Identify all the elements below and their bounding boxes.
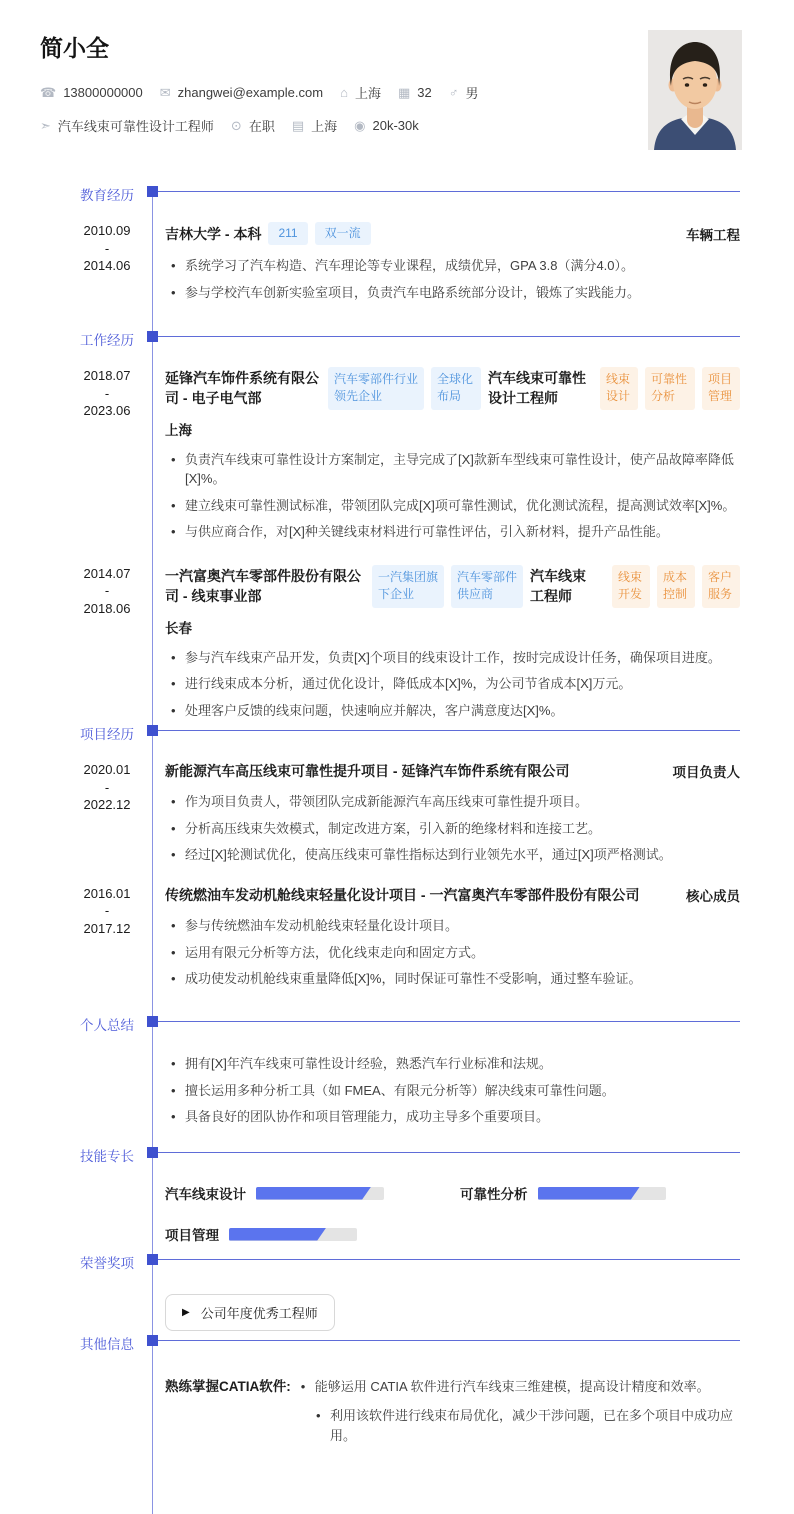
section-header-work <box>0 330 740 348</box>
gender-value: 男 <box>465 86 479 101</box>
section-title: 项目经历 <box>80 727 134 742</box>
gender-item <box>449 83 479 102</box>
summary-entry <box>0 1052 740 1134</box>
job-status-icon: ⊙ <box>230 118 242 133</box>
section-education <box>0 185 740 330</box>
section-divider <box>158 1152 740 1153</box>
project-entry <box>0 761 740 872</box>
email-item <box>160 85 323 100</box>
contact-row-2 <box>40 116 740 135</box>
timeline-marker <box>147 1147 158 1158</box>
bullet-item: • 成功使发动机舱线束重量降低[X]%，同时保证可靠性不受影响，通过整车验证。 <box>171 971 642 987</box>
section-title: 工作经历 <box>80 333 134 348</box>
timeline-marker <box>147 186 158 197</box>
skill-item: 汽车线束设计 <box>165 1183 460 1203</box>
section-divider <box>158 730 740 731</box>
age-item <box>398 85 432 100</box>
job-intent-item <box>40 116 214 135</box>
phone-icon: ☎ <box>40 85 57 100</box>
job-location: 长春 <box>165 620 192 636</box>
section-skills <box>0 1146 740 1253</box>
location-item <box>340 83 381 102</box>
candidate-name: 简小全 <box>40 35 109 61</box>
project-name: 新能源汽车高压线束可靠性提升项目 - 延锋汽车饰件系统有限公司 <box>165 763 570 779</box>
skill-bar <box>538 1187 666 1200</box>
work-entry <box>0 367 740 549</box>
skill-tag: 线束设计 <box>600 367 638 410</box>
section-divider <box>158 1021 740 1022</box>
bullet-item: • 运用有限元分析等方法，优化线束走向和固定方式。 <box>171 944 485 960</box>
section-header-summary <box>0 1015 740 1033</box>
skill-bar <box>256 1187 384 1200</box>
bullet-item: • 擅长运用多种分析工具（如 FMEA、有限元分析等）解决线束可靠性问题。 <box>171 1082 615 1098</box>
date-range: 2018.07 - 2023.06 <box>83 368 131 419</box>
company-name: 一汽富奥汽车零部件股份有限公司 - 线束事业部 <box>165 567 361 605</box>
date-range: 2014.07 - 2018.06 <box>83 565 131 616</box>
other-info-label: 熟练掌握CATIA软件: <box>165 1379 291 1394</box>
other-entry <box>0 1371 740 1445</box>
job-status-value: 在职 <box>248 119 275 134</box>
city-item <box>292 116 337 135</box>
job-status-item <box>231 116 275 135</box>
expand-arrow-icon: ▶ <box>182 1306 190 1318</box>
section-header-projects <box>0 724 740 742</box>
bullet-item: • 参与学校汽车创新实验室项目，负责汽车电路系统部分设计，锻炼了实践能力。 <box>171 284 641 300</box>
school-name: 吉林大学 - 本科 <box>165 225 262 242</box>
gender-icon: ♂ <box>448 85 459 100</box>
honor-label: 公司年度优秀工程师 <box>200 1306 318 1321</box>
section-header-other <box>0 1334 740 1352</box>
company-tag: 一汽集团旗下企业 <box>372 565 444 608</box>
date-range: 2016.01 - 2017.12 <box>83 885 131 936</box>
date-range: 2020.01 - 2022.12 <box>83 762 131 813</box>
company-name: 延锋汽车饰件系统有限公司 - 电子电气部 <box>165 370 319 407</box>
skill-tag: 客户服务 <box>702 565 740 608</box>
email-icon: ✉ <box>159 85 171 100</box>
section-work <box>0 330 740 724</box>
bullet-item: • 作为项目负责人，带领团队完成新能源汽车高压线束可靠性提升项目。 <box>171 794 589 810</box>
salary-icon: ◉ <box>354 118 366 133</box>
timeline-marker <box>147 1335 158 1346</box>
section-divider <box>158 1259 740 1260</box>
section-projects <box>0 724 740 1015</box>
job-head <box>165 565 740 608</box>
position-title: 汽车线束可靠性设计工程师 <box>488 370 586 407</box>
section-title: 教育经历 <box>80 188 134 203</box>
date-range: 2010.09 - 2014.06 <box>83 223 131 274</box>
bullet-item: • 参与汽车线束产品开发，负责[X]个项目的线束设计工作，按时完成设计任务，确保项目进度。 <box>171 649 721 665</box>
project-head <box>165 761 740 781</box>
timeline-marker <box>147 1016 158 1027</box>
salary-item <box>354 118 419 133</box>
section-title: 个人总结 <box>80 1018 134 1033</box>
company-tag: 汽车零部件供应商 <box>451 565 523 608</box>
section-title: 荣誉奖项 <box>80 1256 134 1271</box>
section-divider <box>158 191 740 192</box>
timeline-marker <box>147 725 158 736</box>
project-name: 传统燃油车发动机舱线束轻量化设计项目 - 一汽富奥汽车零部件股份有限公司 <box>165 886 640 903</box>
section-divider <box>158 336 740 337</box>
timeline-marker <box>147 331 158 342</box>
city-icon: ▤ <box>291 118 305 133</box>
section-header-skills <box>0 1146 740 1164</box>
resume-body <box>0 185 740 1454</box>
location-value: 上海 <box>354 86 381 101</box>
skills-entry <box>0 1183 740 1244</box>
bullet-item: • 建立线束可靠性测试标准，带领团队完成[X]项可靠性测试，优化测试流程，提高测试效率[X]%。 <box>171 497 736 513</box>
resume-header <box>0 0 794 135</box>
bullet-item: • 与供应商合作，对[X]种关键线束材料进行可靠性评估，引入新材料，提升产品性能。 <box>171 524 669 540</box>
section-other <box>0 1334 740 1454</box>
bullet-item: • 能够运用 CATIA 软件进行汽车线束三维建模，提高设计精度和效率。 <box>300 1379 710 1394</box>
age-icon: ▦ <box>397 85 411 100</box>
phone-item <box>40 85 143 100</box>
honors-entry <box>0 1290 740 1331</box>
section-header-honors <box>0 1253 740 1271</box>
bullet-item: • 参与传统燃油车发动机舱线束轻量化设计项目。 <box>171 918 459 934</box>
major: 车辆工程 <box>686 227 740 243</box>
company-tag: 全球化布局 <box>431 367 481 410</box>
project-role: 核心成员 <box>686 888 740 904</box>
bullet-item: • 利用该软件进行线束布局优化，减少干涉问题，已在多个项目中成功应用。 <box>316 1408 734 1443</box>
job-intent-icon: ➣ <box>40 118 51 133</box>
school-tag: 211 <box>268 222 307 245</box>
education-head <box>165 222 740 245</box>
bullet-item: • 处理客户反馈的线束问题，快速响应并解决，客户满意度达[X]%。 <box>171 702 564 718</box>
work-entry <box>0 565 740 727</box>
bullet-item: • 经过[X]轮测试优化，使高压线束可靠性指标达到行业领先水平，通过[X]项严格测试。 <box>171 847 672 863</box>
section-divider <box>158 1340 740 1341</box>
skill-item: 可靠性分析 <box>460 1183 740 1203</box>
job-head <box>165 367 740 410</box>
bullet-item: • 进行线束成本分析，通过优化设计，降低成本[X]%，为公司节省成本[X]万元。 <box>171 676 632 692</box>
section-title: 技能专长 <box>80 1149 134 1164</box>
location-icon: ⌂ <box>340 85 348 100</box>
project-entry <box>0 885 740 996</box>
position-title: 汽车线束工程师 <box>530 567 586 605</box>
id-photo-illustration <box>648 30 742 150</box>
school-tag: 双一流 <box>315 222 371 245</box>
section-summary <box>0 1015 740 1146</box>
skill-tag: 线束开发 <box>612 565 650 608</box>
age-value: 32 <box>417 85 432 100</box>
id-photo <box>648 30 742 150</box>
bullet-item: • 分析高压线束失效模式，制定改进方案，引入新的绝缘材料和连接工艺。 <box>171 820 602 836</box>
company-tag: 汽车零部件行业领先企业 <box>328 367 424 410</box>
honor-pill[interactable] <box>165 1294 335 1331</box>
skill-bar <box>229 1228 357 1241</box>
city-value: 上海 <box>311 119 338 134</box>
bullet-item: • 系统学习了汽车构造、汽车理论等专业课程，成绩优异，GPA 3.8（满分4.0）。 <box>171 258 635 274</box>
contact-row-1 <box>40 83 740 102</box>
education-entry <box>0 222 740 309</box>
skill-tag: 成本控制 <box>657 565 695 608</box>
skill-tag: 可靠性分析 <box>645 367 695 410</box>
section-header-education <box>0 185 740 203</box>
job-location: 上海 <box>165 422 192 438</box>
bullet-item: • 具备良好的团队协作和项目管理能力，成功主导多个重要项目。 <box>171 1109 550 1124</box>
skill-tag: 项目管理 <box>702 367 740 410</box>
project-head <box>165 885 740 905</box>
bullet-item: • 负责汽车线束可靠性设计方案制定，主导完成了[X]款新车型线束可靠性设计，使产品故障率降低[X]%。 <box>171 451 734 487</box>
bullet-item: • 拥有[X]年汽车线束可靠性设计经验，熟悉汽车行业标准和法规。 <box>171 1056 552 1071</box>
timeline-marker <box>147 1254 158 1265</box>
email-value: zhangwei@example.com <box>177 85 324 100</box>
section-honors <box>0 1253 740 1334</box>
phone-value: 13800000000 <box>63 85 143 100</box>
salary-value: 20k-30k <box>372 118 419 133</box>
section-title: 其他信息 <box>80 1337 134 1352</box>
skill-item: 项目管理 <box>165 1224 460 1244</box>
job-intent-value: 汽车线束可靠性设计工程师 <box>57 119 214 134</box>
project-role: 项目负责人 <box>672 765 740 781</box>
